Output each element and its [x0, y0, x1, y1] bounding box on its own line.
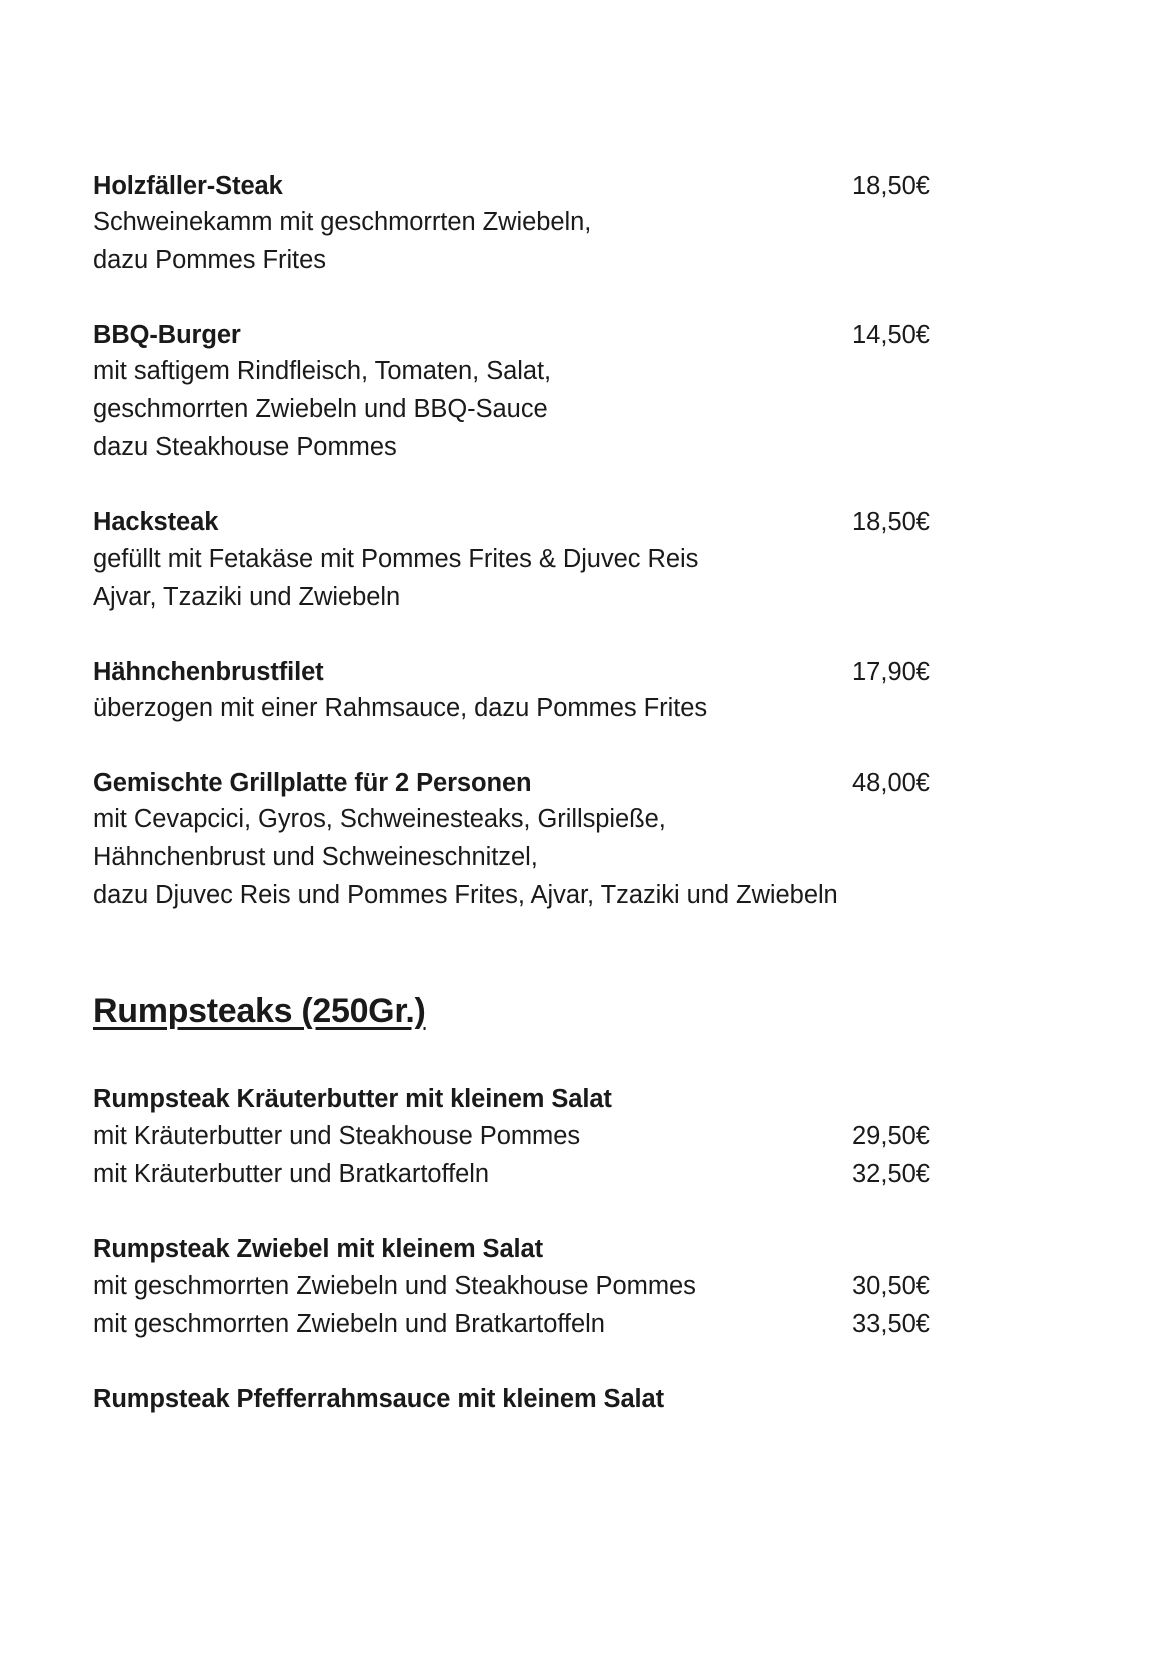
menu-item-description-line: dazu Djuvec Reis und Pommes Frites, Ajvar, Tzaziki und Zwiebeln — [93, 880, 838, 909]
menu-item — [93, 654, 930, 728]
menu-item-name: Rumpsteak Kräuterbutter mit kleinem Salat — [93, 1085, 612, 1114]
menu-item-name: Rumpsteak Zwiebel mit kleinem Salat — [93, 1234, 543, 1263]
menu-variant-price: 33,50€ — [852, 1309, 930, 1338]
menu-variant-row — [93, 1156, 930, 1194]
menu-item — [93, 168, 930, 280]
menu-item-description-line: dazu Steakhouse Pommes — [93, 433, 397, 462]
menu-item-description-line: geschmorrten Zwiebeln und BBQ-Sauce — [93, 395, 548, 424]
menu-item-header — [93, 168, 930, 204]
menu-item — [93, 317, 930, 467]
menu-variant-price: 32,50€ — [852, 1159, 930, 1188]
menu-variant-label: mit Kräuterbutter und Steakhouse Pommes — [93, 1122, 581, 1150]
menu-variant-row — [93, 1306, 930, 1344]
menu-item — [93, 1381, 930, 1418]
menu-variant-label: mit Kräuterbutter und Bratkartoffeln — [93, 1159, 490, 1188]
menu-item-header — [93, 765, 930, 801]
menu-variant-price: 30,50€ — [852, 1271, 930, 1300]
menu-item-description-line: Hähnchenbrust und Schweineschnitzel, — [93, 842, 538, 871]
menu-item-name: Hacksteak — [93, 508, 219, 537]
menu-item-price: 17,90€ — [852, 657, 930, 686]
menu-item-description-line: Schweinekamm mit geschmorrten Zwiebeln, — [93, 208, 592, 237]
menu-item-description-line: mit saftigem Rindfleisch, Tomaten, Salat, — [93, 357, 552, 386]
menu-item-price: 18,50€ — [852, 508, 930, 537]
menu-item-description-line: Ajvar, Tzaziki und Zwiebeln — [93, 582, 401, 611]
menu-item-price: 48,00€ — [852, 768, 930, 797]
menu-variant-row — [93, 1118, 930, 1156]
section-heading-spacer — [93, 1033, 930, 1081]
menu-item-name: BBQ-Burger — [93, 321, 241, 350]
menu-item — [93, 1231, 930, 1344]
menu-item-price: 18,50€ — [852, 172, 930, 200]
menu-item-name: Rumpsteak Pfefferrahmsauce mit kleinem Salat — [93, 1384, 664, 1413]
menu-variant-label: mit geschmorrten Zwiebeln und Bratkartoffeln — [93, 1309, 605, 1338]
menu-item-description-line: dazu Pommes Frites — [93, 246, 326, 275]
grill-items-group — [93, 168, 930, 915]
menu-variant-label: mit geschmorrten Zwiebeln und Steakhouse Pommes — [93, 1271, 696, 1300]
rumpsteaks-section — [93, 989, 930, 1418]
section-heading-rumpsteaks: Rumpsteaks (250Gr.) — [93, 991, 426, 1030]
menu-item-header — [93, 654, 930, 690]
menu-item-description-line: überzogen mit einer Rahmsauce, dazu Pommes Frites — [93, 693, 708, 722]
section-spacer — [93, 915, 930, 989]
menu-item-description-line: gefüllt mit Fetakäse mit Pommes Frites & Djuvec Reis — [93, 544, 699, 573]
menu-item — [93, 504, 930, 616]
menu-item-name: Hähnchenbrustfilet — [93, 657, 324, 686]
menu-item — [93, 765, 930, 915]
menu-item-description-line: mit Cevapcici, Gyros, Schweinesteaks, Grillspieße, — [93, 804, 666, 833]
menu-item-name: Holzfäller-Steak — [93, 172, 283, 200]
menu-variant-price: 29,50€ — [852, 1122, 930, 1150]
menu-variant-row — [93, 1268, 930, 1306]
menu-item-header — [93, 504, 930, 540]
menu-item — [93, 1081, 930, 1194]
menu-item-header — [93, 317, 930, 353]
menu-item-name: Gemischte Grillplatte für 2 Personen — [93, 768, 532, 797]
menu-item-price: 14,50€ — [852, 321, 930, 350]
